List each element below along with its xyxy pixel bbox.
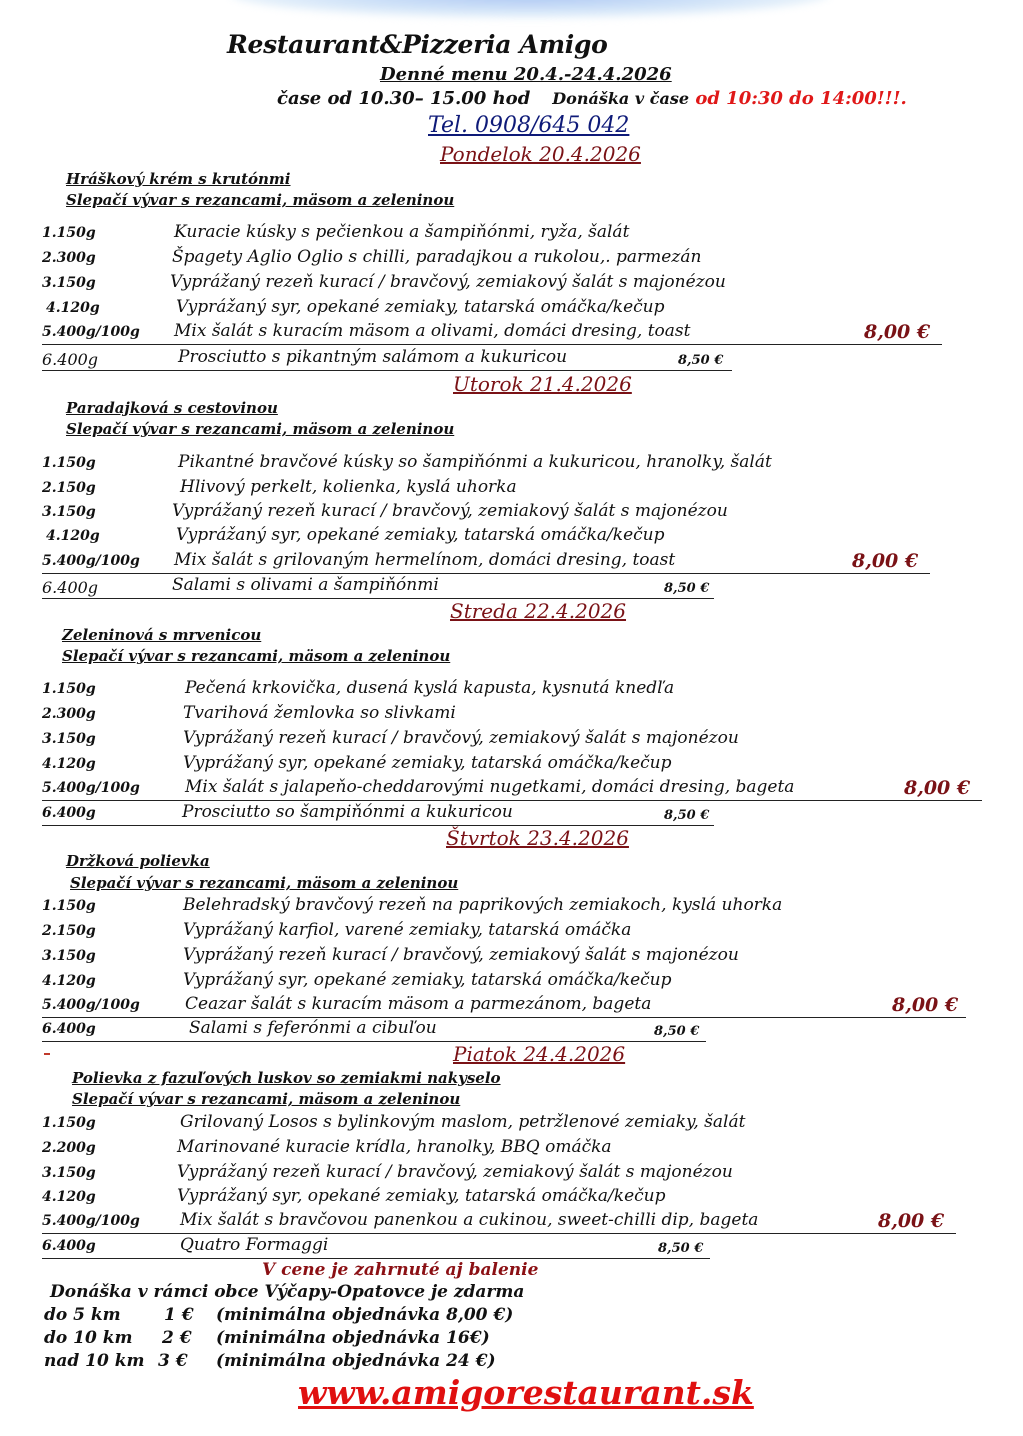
weight: 6.400g <box>42 350 99 369</box>
weight: 6.400g <box>42 805 96 821</box>
dish: Vyprážaný syr, opekané zemiaky, tatarská omáčka/kečup <box>176 525 665 545</box>
dish: Prosciutto s pikantným salámom a kukuricou <box>178 347 568 367</box>
delivery-fee: 1 € <box>164 1305 194 1325</box>
free-delivery-note: Donáška v rámci obce Výčapy-Opatovce je zdarma <box>50 1282 525 1302</box>
delivery-minimum: (minimálna objednávka 16€) <box>216 1328 490 1348</box>
header-glow-decoration <box>230 0 830 18</box>
day-heading-wednesday: Streda 22.4.2026 <box>450 599 627 623</box>
delivery-rate-row <box>44 1351 604 1373</box>
weight: 2.300g <box>42 250 96 266</box>
dish: Salami s olivami a šampiňónmi <box>172 575 439 595</box>
delivery-fee: 3 € <box>158 1351 188 1371</box>
weight: 1.150g <box>42 898 96 914</box>
delivery-rate-row <box>44 1305 604 1327</box>
weight: 1.150g <box>42 455 96 471</box>
delivery-rate-row <box>44 1328 604 1350</box>
weight: 6.400g <box>42 1238 96 1254</box>
delivery-fee: 2 € <box>162 1328 192 1348</box>
weight: 3.150g <box>42 1165 96 1181</box>
dish: Grilovaný Losos s bylinkovým maslom, petržlenové zemiaky, šalát <box>180 1112 746 1132</box>
weight: 3.150g <box>42 275 96 291</box>
price: 8,50 € <box>664 581 710 596</box>
price: 8,50 € <box>664 808 710 823</box>
soup-item: Slepačí vývar s rezancami, mäsom a zeleninou <box>66 420 455 438</box>
underline <box>42 800 982 802</box>
soup-item: Hráškový krém s krutónmi <box>66 170 291 188</box>
underline <box>42 573 930 575</box>
menu-date-range: Denné menu 20.4.-24.4.2026 <box>380 64 672 85</box>
dish: Mix šalát s grilovaným hermelínom, domáci dresing, toast <box>174 550 676 570</box>
weight: 2.150g <box>42 480 96 496</box>
price: 8,50 € <box>658 1241 704 1256</box>
website-link[interactable]: www.amigorestaurant.sk <box>298 1373 754 1412</box>
day-heading-tuesday: Utorok 21.4.2026 <box>453 372 632 396</box>
dish: Vyprážaný rezeň kurací / bravčový, zemiakový šalát s majonézou <box>177 1162 733 1182</box>
delivery-distance: do 10 km <box>44 1328 133 1348</box>
opening-hours <box>277 88 907 109</box>
soup-item: Zeleninová s mrvenicou <box>62 626 262 644</box>
price: 8,50 € <box>654 1024 700 1039</box>
price: 8,00 € <box>864 321 931 343</box>
weight: 5.400g/100g <box>42 553 140 569</box>
weight: 4.120g <box>42 973 96 989</box>
menu-row <box>42 777 982 801</box>
price: 8,50 € <box>678 353 724 368</box>
weight: 4.120g <box>42 756 96 772</box>
soup-item: Slepačí vývar s rezancami, mäsom a zeleninou <box>66 191 455 209</box>
dish: Ceazar šalát s kuracím mäsom a parmezánom, bageta <box>185 994 652 1014</box>
dish: Vyprážaný rezeň kurací / bravčový, zemiakový šalát s majonézou <box>172 501 728 521</box>
weight: 3.150g <box>42 731 96 747</box>
weight: 1.150g <box>42 225 96 241</box>
dish: Salami s feferónmi a cibuľou <box>189 1018 437 1038</box>
menu-row <box>42 1235 710 1259</box>
dish: Mix šalát s kuracím mäsom a olivami, domáci dresing, toast <box>174 321 691 341</box>
dish: Tvarihová žemlovka so slivkami <box>183 703 456 723</box>
dish: Belehradský bravčový rezeň na paprikových zemiakoch, kyslá uhorka <box>183 895 783 915</box>
dish: Vyprážaný syr, opekané zemiaky, tatarská omáčka/kečup <box>177 1186 666 1206</box>
delivery-minimum: (minimálna objednávka 24 €) <box>216 1351 496 1371</box>
weight: 4.120g <box>46 300 100 316</box>
weight: 4.120g <box>42 1189 96 1205</box>
dish: Pečená krkovička, dusená kyslá kapusta, kysnutá knedľa <box>185 678 675 698</box>
delivery-minimum: (minimálna objednávka 8,00 €) <box>216 1305 514 1325</box>
menu-row <box>42 1210 956 1234</box>
dish: Kuracie kúsky s pečienkou a šampiňónmi, ryža, šalát <box>174 222 630 242</box>
delivery-distance: do 5 km <box>44 1305 121 1325</box>
soup-item: Polievka z fazuľových luskov so zemiakmi nakyselo <box>72 1069 501 1087</box>
underline <box>42 370 732 372</box>
dish: Quatro Formaggi <box>180 1235 329 1255</box>
underline <box>42 344 942 346</box>
day-heading-friday: Piatok 24.4.2026 <box>453 1042 626 1066</box>
price: 8,00 € <box>852 550 919 572</box>
underline <box>42 1233 956 1235</box>
weight: 3.150g <box>42 504 96 520</box>
menu-row <box>42 802 714 826</box>
dish: Vyprážaný syr, opekané zemiaky, tatarská omáčka/kečup <box>176 297 665 317</box>
serving-hours: čase od 10.30– 15.00 hod <box>277 88 531 109</box>
day-heading-monday: Pondelok 20.4.2026 <box>440 142 641 166</box>
delivery-time: od 10:30 do 14:00!!!. <box>695 88 907 109</box>
dish: Špagety Aglio Oglio s chilli, paradajkou a rukolou,. parmezán <box>172 247 702 267</box>
dish: Mix šalát s jalapeňo-cheddarovými nugetkami, domáci dresing, bageta <box>185 777 795 797</box>
dish: Marinované kuracie krídla, hranolky, BBQ omáčka <box>177 1137 612 1157</box>
stray-dash-mark <box>44 1053 50 1055</box>
dish: Vyprážaný rezeň kurací / bravčový, zemiakový šalát s majonézou <box>170 272 726 292</box>
dish: Vyprážaný syr, opekané zemiaky, tatarská omáčka/kečup <box>183 753 672 773</box>
dish: Mix šalát s bravčovou panenkou a cukinou, sweet-chilli dip, bageta <box>180 1210 759 1230</box>
menu-row <box>42 550 930 574</box>
soup-item: Slepačí vývar s rezancami, mäsom a zeleninou <box>70 874 459 892</box>
dish: Vyprážaný syr, opekané zemiaky, tatarská omáčka/kečup <box>183 970 672 990</box>
weight: 2.200g <box>42 1140 96 1156</box>
dish: Prosciutto so šampiňónmi a kukuricou <box>182 802 513 822</box>
soup-item: Paradajková s cestovinou <box>66 399 278 417</box>
weight: 6.400g <box>42 578 99 597</box>
packaging-note: V cene je zahrnuté aj balenie <box>262 1260 539 1280</box>
price: 8,00 € <box>904 777 971 799</box>
menu-row <box>42 321 942 345</box>
weight: 1.150g <box>42 681 96 697</box>
weight: 2.300g <box>42 706 96 722</box>
dish: Pikantné bravčové kúsky so šampiňónmi a kukuricou, hranolky, šalát <box>178 452 772 472</box>
soup-item: Slepačí vývar s rezancami, mäsom a zeleninou <box>72 1090 461 1108</box>
soup-item: Slepačí vývar s rezancami, mäsom a zeleninou <box>62 647 451 665</box>
dish: Vyprážaný rezeň kurací / bravčový, zemiakový šalát s majonézou <box>183 728 739 748</box>
weight: 3.150g <box>42 948 96 964</box>
phone-number[interactable]: Tel. 0908/645 042 <box>428 113 630 138</box>
dish: Vyprážaný karfiol, varené zemiaky, tatarská omáčka <box>183 920 632 940</box>
weight: 6.400g <box>42 1021 96 1037</box>
menu-row <box>42 575 714 599</box>
underline <box>42 1258 710 1260</box>
weight: 1.150g <box>42 1115 96 1131</box>
menu-row <box>42 994 966 1018</box>
dish: Hlivový perkelt, kolienka, kyslá uhorka <box>180 477 517 497</box>
weight: 5.400g/100g <box>42 997 140 1013</box>
restaurant-title: Restaurant&Pizzeria Amigo <box>227 30 608 59</box>
weight: 4.120g <box>46 528 100 544</box>
weight: 5.400g/100g <box>42 1213 140 1229</box>
delivery-distance: nad 10 km <box>44 1351 145 1371</box>
soup-item: Držková polievka <box>66 852 210 870</box>
price: 8,00 € <box>892 994 959 1016</box>
weight: 2.150g <box>42 923 96 939</box>
dish: Vyprážaný rezeň kurací / bravčový, zemiakový šalát s majonézou <box>183 945 739 965</box>
weight: 5.400g/100g <box>42 780 140 796</box>
day-heading-thursday: Štvrtok 23.4.2026 <box>446 826 629 850</box>
price: 8,00 € <box>878 1210 945 1232</box>
delivery-label: Donáška v čase <box>552 89 690 108</box>
weight: 5.400g/100g <box>42 324 140 340</box>
menu-row <box>42 1018 706 1042</box>
menu-row <box>42 347 732 371</box>
